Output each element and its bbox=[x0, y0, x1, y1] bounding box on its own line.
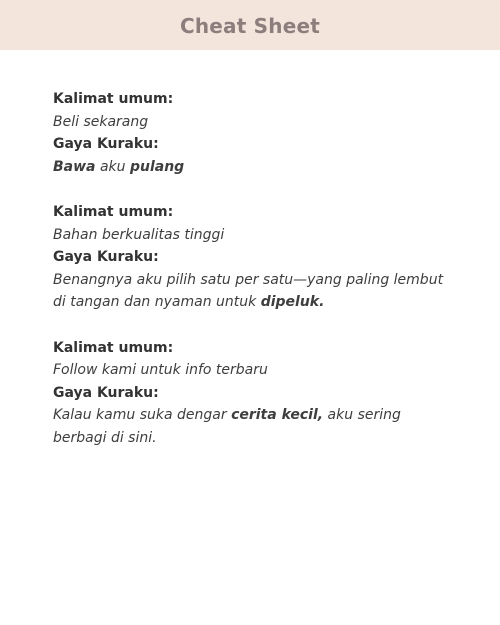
common-label: Kalimat umum: bbox=[53, 339, 174, 356]
style-phrase-line bbox=[53, 269, 453, 292]
style-label: Gaya Kuraku: bbox=[53, 249, 159, 265]
entry-block bbox=[53, 88, 453, 178]
style-phrase-segment: Kalau kamu suka dengar bbox=[53, 407, 232, 423]
style-phrase-segment: Bawa bbox=[53, 158, 96, 175]
style-phrase-segment: pulang bbox=[129, 158, 185, 175]
style-phrase-line bbox=[53, 427, 453, 450]
entry-block bbox=[53, 337, 453, 450]
style-phrase-segment: aku bbox=[95, 158, 130, 175]
common-label: Kalimat umum: bbox=[53, 204, 174, 220]
common-phrase: Beli sekarang bbox=[53, 113, 149, 130]
page-title: Cheat Sheet bbox=[179, 14, 321, 38]
cheat-sheet-content bbox=[0, 50, 453, 449]
style-phrase-segment: di tangan dan nyaman untuk bbox=[53, 294, 261, 310]
common-phrase: Bahan berkualitas tinggi bbox=[53, 226, 225, 243]
style-phrase-segment: berbagi di sini. bbox=[53, 429, 157, 446]
style-phrase-segment: aku sering bbox=[323, 407, 401, 423]
header-banner bbox=[0, 0, 500, 50]
entry-block bbox=[53, 201, 453, 314]
style-phrase-line bbox=[53, 291, 453, 314]
style-phrase-segment: dipeluk. bbox=[260, 294, 325, 310]
common-label: Kalimat umum: bbox=[53, 91, 174, 107]
style-label: Gaya Kuraku: bbox=[53, 136, 159, 152]
style-phrase-segment: Benangnya aku pilih satu per satu—yang paling lembut bbox=[53, 271, 444, 288]
style-phrase-line bbox=[53, 404, 453, 427]
common-phrase: Follow kami untuk info terbaru bbox=[53, 362, 268, 378]
style-phrase-segment: cerita kecil, bbox=[231, 407, 324, 423]
style-label: Gaya Kuraku: bbox=[53, 384, 159, 401]
style-phrase-line bbox=[53, 156, 453, 179]
